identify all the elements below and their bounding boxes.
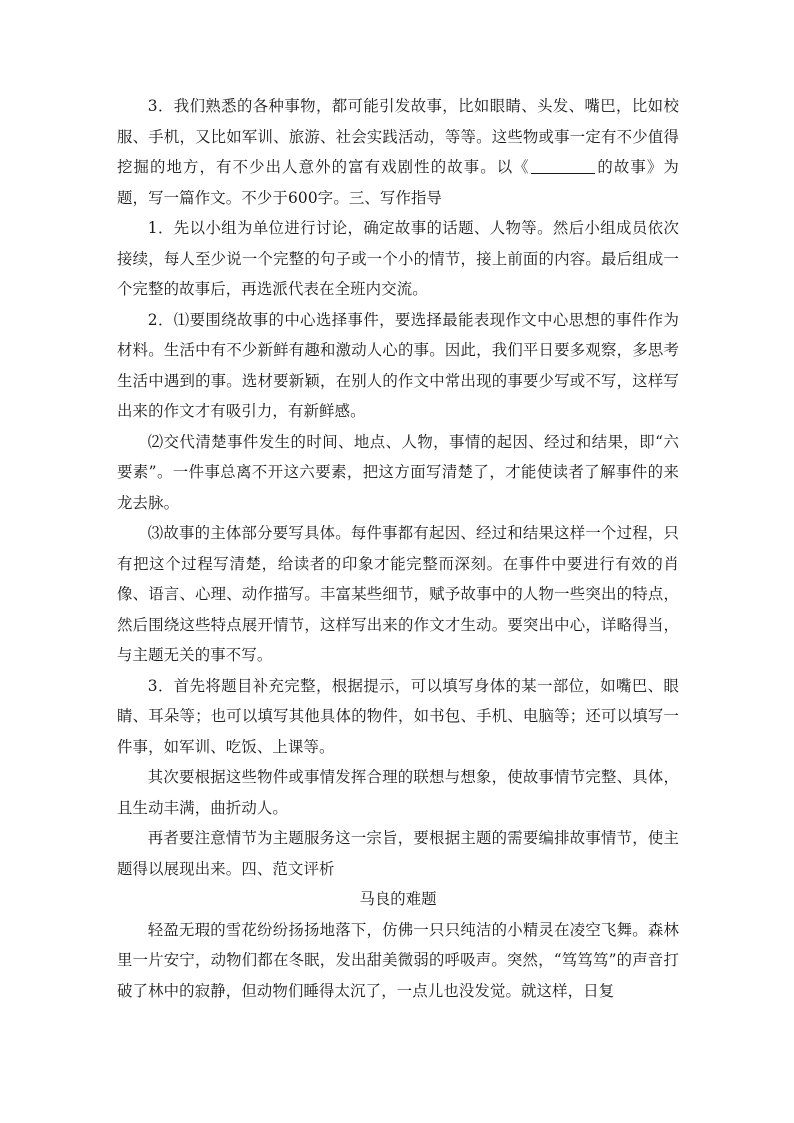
prompt-text-after-blank: 的故事》为题，写一篇作文。不少于600字。三、写作指导: [117, 158, 679, 207]
paragraph-guide-3-next: 其次要根据这些物件或事情发挥合理的联想与想象，使故事情节完整、具体，且生动丰满，曲折动人。: [117, 768, 679, 817]
paragraph-essay-body: 轻盈无瑕的雪花纷纷扬扬地落下，仿佛一只只纯洁的小精灵在凌空飞舞。森林里一片安宁，动物们都在冬眠，发出甜美微弱的呼吸声。突然，“笃笃笃”的声音打破了林中的寂静，但动物们睡得太沉了，一点儿也没发觉。就这样，日复: [117, 920, 679, 1000]
paragraph-writing-prompt: [117, 91, 679, 213]
document-page: [117, 91, 679, 1006]
paragraph-guide-2-3: ⑶故事的主体部分要写具体。每件事都有起因、经过和结果这样一个过程，只有把这个过程写清楚，给读者的印象才能完整而深刻。在事件中要进行有效的肖像、语言、心理、动作描写。丰富某些细节，赋予故事中的人物一些突出的特点，然后围绕这些特点展开情节，这样写出来的作文才生动。要突出中心，详略得当，与主题无关的事不写。: [117, 524, 679, 664]
prompt-text-before-blank: 3．我们熟悉的各种事物，都可能引发故事，比如眼睛、头发、嘴巴，比如校服、手机，又比如军训、旅游、社会实践活动，等等。这些物或事一定有不少值得挖掘的地方，有不少出人意外的富有戏剧性的故事。以《: [117, 97, 679, 176]
paragraph-guide-2-1: 2．⑴要围绕故事的中心选择事件，要选择最能表现作文中心思想的事件作为材料。生活中有不少新鲜有趣和激动人心的事。因此，我们平日要多观察，多思考生活中遇到的事。选材要新颖，在别人的作文中常出现的事要少写或不写，这样写出来的作文才有吸引力，有新鲜感。: [117, 310, 679, 420]
title-blank-line: [531, 158, 596, 174]
paragraph-guide-3-last: 再者要注意情节为主题服务这一宗旨，要根据主题的需要编排故事情节，使主题得以展现出来。四、范文评析: [117, 829, 679, 878]
paragraph-guide-1: 1．先以小组为单位进行讨论，确定故事的话题、人物等。然后小组成员依次接续，每人至少说一个完整的句子或一个小的情节，接上前面的内容。最后组成一个完整的故事后，再选派代表在全班内交流。: [117, 219, 679, 298]
paragraph-guide-2-2: ⑵交代清楚事件发生的时间、地点、人物，事情的起因、经过和结果，即“六要素”。一件事总离不开这六要素，把这方面写清楚了，才能使读者了解事件的来龙去脉。: [117, 432, 679, 512]
paragraph-guide-3: 3．首先将题目补充完整，根据提示，可以填写身体的某一部位，如嘴巴、眼睛、耳朵等；也可以填写其他具体的物件，如书包、手机、电脑等；还可以填写一件事，如军训、吃饭、上课等。: [117, 676, 679, 756]
essay-title: 马良的难题: [359, 890, 437, 908]
